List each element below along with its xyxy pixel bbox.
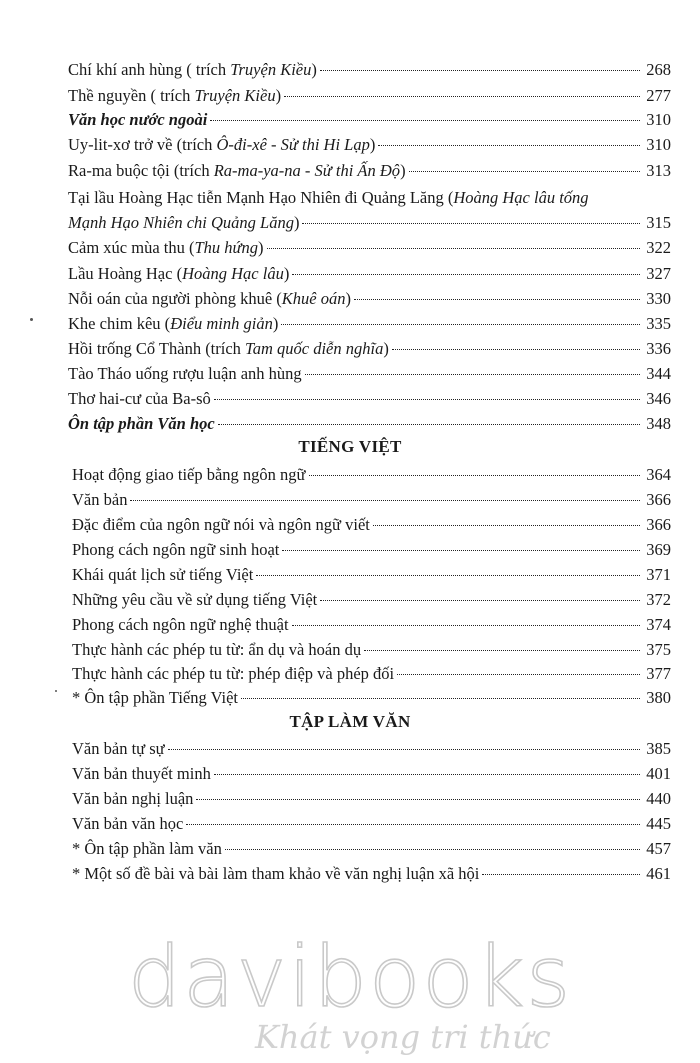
dot-leader [354, 299, 640, 300]
toc-entry-title-part: ) [275, 86, 282, 105]
toc-entry [68, 287, 671, 311]
toc-entry-page: 375 [646, 640, 671, 659]
dot-leader [284, 96, 640, 97]
toc-entry [68, 58, 671, 82]
toc-entry-page: 322 [646, 238, 671, 257]
toc-entry-page: 369 [646, 540, 671, 559]
toc-entry-page: 445 [646, 814, 671, 833]
toc-entry-title-part: * Một số đề bài và bài làm tham khảo về văn nghị luận xã hội [72, 864, 480, 883]
dot-leader [168, 749, 640, 750]
toc-entry-title-part: Khái quát lịch sử tiếng Việt [72, 565, 254, 584]
toc-entry-title [72, 613, 289, 637]
toc-entry-title [68, 186, 589, 210]
toc-entry-title-part: Văn bản [72, 490, 128, 509]
toc-entry-title-part: Ra-ma-ya-na - Sử thi Ấn Độ [213, 161, 401, 180]
toc-entry-title-part: ) [283, 264, 290, 283]
toc-entry-title [72, 686, 238, 710]
dot-leader [482, 874, 640, 875]
toc-entry [72, 862, 671, 886]
toc-entry-title [72, 862, 479, 886]
toc-entry-title-part: Tại lầu Hoàng Hạc tiễn Mạnh Hạo Nhiên đi Quảng Lăng ( [68, 188, 454, 207]
toc-entry-page: 277 [646, 86, 671, 105]
toc-entry-title [72, 762, 211, 786]
toc-entry-title-part: ) [272, 314, 279, 333]
toc-entry-title [68, 362, 302, 386]
dot-leader [267, 248, 640, 249]
print-speck [30, 318, 33, 321]
toc-entry-title-part: Chí khí anh hùng ( trích [68, 60, 231, 79]
toc-entry-title-part: Văn bản thuyết minh [72, 764, 211, 783]
toc-entry-title-part: Khe chim kêu ( [68, 314, 171, 333]
toc-entry-page: 372 [646, 590, 671, 609]
toc-entry [68, 186, 671, 210]
toc-entry-title-part: Văn bản tự sự [72, 739, 165, 758]
toc-entry-page: 461 [646, 864, 671, 883]
toc-entry-title-part: Ô-đi-xê - Sử thi Hi Lạp [216, 135, 370, 154]
toc-entry-page: 385 [646, 739, 671, 758]
toc-entry [72, 613, 671, 637]
toc-entry-title-part: Hoàng Hạc lâu tống [453, 188, 589, 207]
toc-entry-title-part: Tam quốc diễn nghĩa [245, 339, 384, 358]
toc-entry-page: 377 [646, 664, 671, 683]
toc-entry [72, 588, 671, 612]
toc-entry-title-part: Uy-lit-xơ trở về (trích [68, 135, 217, 154]
dot-leader [392, 349, 640, 350]
toc-entry [68, 362, 671, 386]
toc-entry-title [72, 737, 165, 761]
toc-entry-title [68, 58, 317, 82]
dot-leader [292, 274, 640, 275]
toc-entry-page: 457 [646, 839, 671, 858]
toc-entry-title [68, 262, 289, 286]
toc-entry-title [68, 236, 264, 260]
dot-leader [409, 171, 640, 172]
toc-entry-title [68, 387, 211, 411]
dot-leader [186, 824, 640, 825]
toc-entry-title [72, 563, 253, 587]
dot-leader [256, 575, 640, 576]
dot-leader [397, 674, 640, 675]
watermark-slogan: Khát vọng tri thức [255, 1018, 551, 1056]
toc-entry-title [72, 662, 394, 686]
dot-leader [210, 120, 640, 121]
toc-entry [68, 262, 671, 286]
toc-entry [72, 513, 671, 537]
toc-entry-title-part: Tào Tháo uống rượu luận anh hùng [68, 364, 302, 383]
toc-entry [72, 638, 671, 662]
toc-entry [68, 236, 671, 260]
dot-leader [309, 475, 641, 476]
toc-entry-title-part: Truyện Kiều [194, 86, 276, 105]
toc-entry-title-part: Lầu Hoàng Hạc ( [68, 264, 183, 283]
toc-entry-title-part: Thơ hai-cư của Ba-sô [68, 389, 211, 408]
watermark-brand: davibooks [127, 928, 573, 1026]
toc-entry-title [72, 513, 370, 537]
toc-entry [72, 762, 671, 786]
toc-entry [72, 563, 671, 587]
toc-entry-title-part: * Ôn tập phần Tiếng Việt [72, 688, 238, 707]
toc-entry [72, 837, 671, 861]
dot-leader [214, 774, 640, 775]
section-heading-tieng-viet: TIẾNG VIỆT [298, 437, 402, 456]
toc-entry-title-part: Văn học nước ngoài [68, 110, 208, 129]
dot-leader [130, 500, 640, 501]
toc-entry [68, 211, 671, 235]
toc-entry-title [72, 787, 193, 811]
toc-entry-title-part: ) [345, 289, 352, 308]
toc-entry-page: 371 [646, 565, 671, 584]
toc-entry-page: 268 [646, 60, 671, 79]
print-speck [55, 690, 57, 692]
toc-entry-title [68, 159, 406, 183]
toc-entry [72, 686, 671, 710]
toc-entry-title-part: Hoàng Hạc lâu [182, 264, 284, 283]
toc-entry [68, 84, 671, 108]
dot-leader [364, 650, 640, 651]
toc-entry-title [72, 488, 127, 512]
toc-entry-title-part: Văn bản văn học [72, 814, 184, 833]
toc-entry-page: 310 [646, 135, 671, 154]
dot-leader [281, 324, 640, 325]
toc-entry-title-part: ) [258, 238, 264, 257]
toc-entry-title-part: Văn bản nghị luận [72, 789, 194, 808]
dot-leader [373, 525, 640, 526]
toc-entry-page: 366 [646, 490, 671, 509]
toc-entry-title-part: Nỗi oán của người phòng khuê ( [68, 289, 282, 308]
toc-entry-page: 380 [646, 688, 671, 707]
toc-entry-title-part: Thề nguyền ( trích [68, 86, 195, 105]
toc-entry-page: 327 [646, 264, 671, 283]
dot-leader [320, 70, 640, 71]
toc-entry-title [68, 84, 281, 108]
toc-entry-title [72, 538, 279, 562]
dot-leader [218, 424, 640, 425]
toc-entry-page: 346 [646, 389, 671, 408]
toc-entry-title-part: Thu hứng [194, 238, 259, 257]
toc-entry-title-part: Điểu minh giản [170, 314, 273, 333]
toc-entry-page: 330 [646, 289, 671, 308]
dot-leader [305, 374, 640, 375]
toc-entry [72, 538, 671, 562]
toc-entry-title-part: Đặc điểm của ngôn ngữ nói và ngôn ngữ viết [72, 515, 370, 534]
toc-entry [72, 488, 671, 512]
toc-entry-title [72, 812, 183, 836]
toc-entry-title-part: Thực hành các phép tu từ: ẩn dụ và hoán dụ [72, 640, 362, 659]
toc-entry [72, 787, 671, 811]
toc-entry [68, 412, 671, 436]
toc-entry-page: 348 [646, 414, 671, 433]
toc-entry-page: 315 [646, 213, 671, 232]
toc-entry-page: 336 [646, 339, 671, 358]
toc-entry-title-part: Phong cách ngôn ngữ nghệ thuật [72, 615, 289, 634]
toc-entry [68, 108, 671, 132]
toc-entry-title-part: Hồi trống Cổ Thành (trích [68, 339, 246, 358]
toc-entry-title [72, 837, 222, 861]
toc-entry-title-part: Truyện Kiều [230, 60, 312, 79]
toc-entry-title-part: ) [293, 213, 300, 232]
toc-entry-title-part: Hoạt động giao tiếp bằng ngôn ngữ [72, 465, 306, 484]
toc-entry-title-part: ) [369, 135, 376, 154]
dot-leader [378, 145, 640, 146]
dot-leader [282, 550, 640, 551]
toc-entry-title-part: Mạnh Hạo Nhiên chi Quảng Lăng [68, 213, 294, 232]
toc-entry [68, 133, 671, 157]
dot-leader [225, 849, 640, 850]
toc-entry-page: 366 [646, 515, 671, 534]
toc-entry-title [68, 312, 278, 336]
toc-entry-title-part: ) [383, 339, 389, 358]
dot-leader [292, 625, 640, 626]
toc-entry-title [68, 287, 351, 311]
toc-entry [68, 387, 671, 411]
toc-entry-page: 364 [646, 465, 671, 484]
toc-entry-title-part: Phong cách ngôn ngữ sinh hoạt [72, 540, 280, 559]
toc-entry-page: 310 [646, 110, 671, 129]
toc-entry-title-part: Cảm xúc mùa thu ( [68, 238, 195, 257]
toc-entry-title-part: ) [400, 161, 406, 180]
dot-leader [214, 399, 640, 400]
toc-entry-page: 401 [646, 764, 671, 783]
toc-entry-title-part: Những yêu cầu về sử dụng tiếng Việt [72, 590, 318, 609]
toc-entry [68, 337, 671, 361]
toc-entry [68, 159, 671, 183]
toc-entry-title [68, 412, 215, 436]
toc-entry-title [68, 133, 375, 157]
toc-entry-title [72, 638, 361, 662]
toc-entry-page: 440 [646, 789, 671, 808]
toc-entry-page: 313 [646, 161, 671, 180]
toc-entry-page: 335 [646, 314, 671, 333]
toc-entry-title-part: * Ôn tập phần làm văn [72, 839, 222, 858]
toc-entry [72, 737, 671, 761]
toc-entry-title-part: Ra-ma buộc tội (trích [68, 161, 214, 180]
toc-entry-page: 374 [646, 615, 671, 634]
dot-leader [320, 600, 640, 601]
toc-entry-page: 344 [646, 364, 671, 383]
toc-entry-title-part: Ôn tập phần Văn học [68, 414, 215, 433]
toc-entry-title-part: Khuê oán [281, 289, 346, 308]
toc-entry [68, 312, 671, 336]
toc-entry-title-part: ) [311, 60, 317, 79]
toc-entry-title [68, 211, 299, 235]
toc-entry-title [72, 463, 306, 487]
toc-entry [72, 463, 671, 487]
toc-entry-title [68, 108, 207, 132]
toc-entry [72, 662, 671, 686]
dot-leader [241, 698, 640, 699]
toc-entry-title [72, 588, 317, 612]
toc-entry [72, 812, 671, 836]
dot-leader [302, 223, 640, 224]
toc-entry-title-part: Thực hành các phép tu từ: phép điệp và phép đối [72, 664, 395, 683]
dot-leader [196, 799, 640, 800]
section-heading-tap-lam-van: TẬP LÀM VĂN [289, 712, 411, 731]
toc-entry-title [68, 337, 389, 361]
